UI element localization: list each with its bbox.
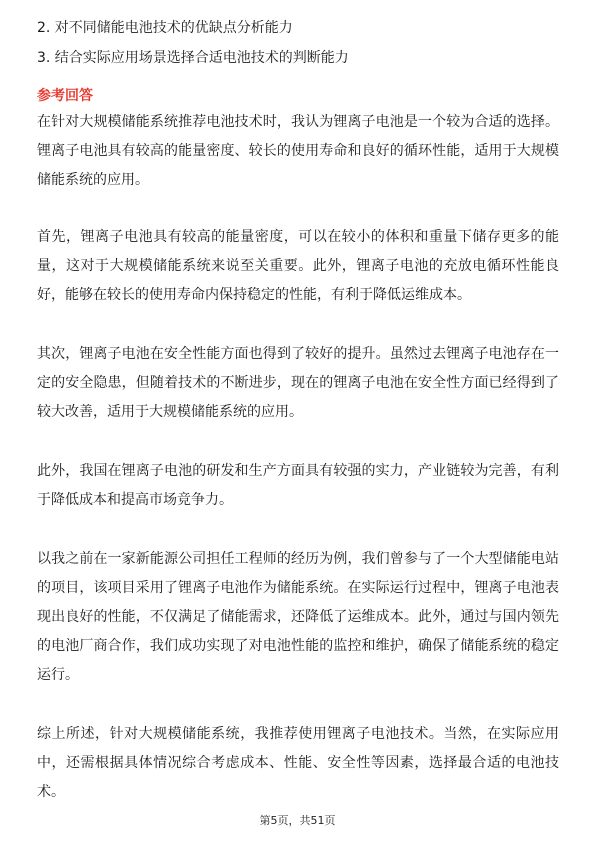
page-content [37, 18, 559, 837]
answer-paragraph-5: 以我之前在一家新能源公司担任工程师的经历为例，我们曾参与了一个大型储能电站的项目，该项目采用了锂离子电池作为储能系统。在实际运行过程中，锂离子电池表现出良好的性能，不仅满足了储能需求，还降低了运维成本。此外，通过与国内领先的电池厂商合作，我们成功实现了对电池性能的监控和维护，确保了储能系统的稳定运行。 [37, 551, 559, 683]
answer-paragraph-2: 首先，锂离子电池具有较高的能量密度，可以在较小的体积和重量下储存更多的能量，这对于大规模储能系统来说至关重要。此外，锂离子电池的充放电循环性能良好，能够在较长的使用寿命内保持稳定的性能，有利于降低运维成本。 [37, 229, 559, 303]
list-item-3: 3. 结合实际应用场景选择合适电池技术的判断能力 [37, 50, 349, 66]
answer-paragraph-3: 其次，锂离子电池在安全性能方面也得到了较好的提升。虽然过去锂离子电池存在一定的安全隐患，但随着技术的不断进步，现在的锂离子电池在安全性方面已经得到了较大改善，适用于大规模储能系统的应用。 [37, 346, 559, 420]
list-item-2: 2. 对不同储能电池技术的优缺点分析能力 [37, 20, 293, 36]
answer-paragraph-6: 综上所述，针对大规模储能系统，我推荐使用锂离子电池技术。当然，在实际应用中，还需根据具体情况综合考虑成本、性能、安全性等因素，选择最合适的电池技术。 [37, 726, 559, 800]
page-number-footer: 第5页，共51页 [259, 814, 336, 827]
answer-paragraph-4: 此外，我国在锂离子电池的研发和生产方面具有较强的实力，产业链较为完善，有利于降低成本和提高市场竞争力。 [37, 463, 559, 508]
answer-heading: 参考回答 [37, 88, 93, 104]
answer-paragraph-1: 在针对大规模储能系统推荐电池技术时，我认为锂离子电池是一个较为合适的选择。锂离子电池具有较高的能量密度、较长的使用寿命和良好的循环性能，适用于大规模储能系统的应用。 [37, 114, 559, 188]
